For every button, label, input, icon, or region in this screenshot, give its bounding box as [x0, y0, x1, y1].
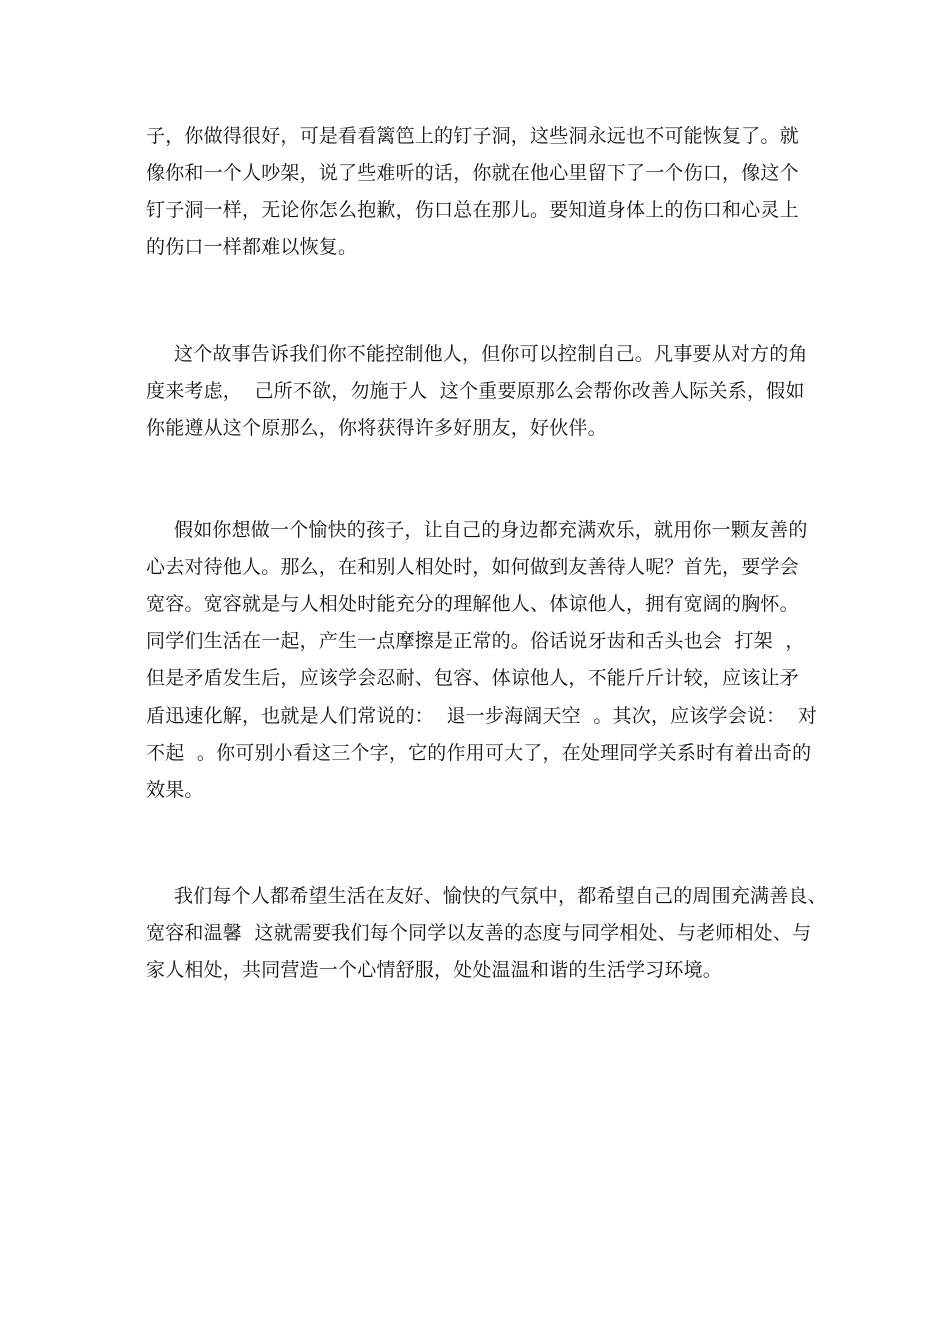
text-line: 像你和一个人吵架，说了些难听的话，你就在他心里留下了一个伤口，像这个	[146, 162, 799, 184]
text-line: 的伤口一样都难以恢复。	[146, 236, 358, 258]
text-line: 这个故事告诉我们你不能控制他人，但你可以控制自己。凡事要从对方的角	[174, 343, 808, 365]
text-line: 我们每个人都希望生活在友好、愉快的气氛中，都希望自己的周围充满善良、	[174, 885, 827, 907]
text-line: 你能遵从这个原那么，你将获得许多好朋友，好伙伴。	[146, 417, 607, 439]
text-line: 家人相处，共同营造一个心情舒服，处处温温和谐的生活学习环境。	[146, 959, 723, 981]
text-line: 同学们生活在一起，产生一点摩擦是正常的。俗话说牙齿和舌头也会 打架 ，	[146, 630, 805, 652]
text-line: 度来考虑， 己所不欲，勿施于人 这个重要原那么会帮你改善人际关系，假如	[146, 380, 805, 402]
text-line: 不起 。你可别小看这三个字，它的作用可大了，在处理同学关系时有着出奇的	[146, 742, 812, 764]
text-line: 效果。	[146, 779, 204, 801]
text-line: 心去对待他人。那么，在和别人相处时，如何做到友善待人呢？首先，要学会	[146, 556, 799, 578]
text-line: 但是矛盾发生后，应该学会忍耐、包容、体谅他人，不能斤斤计较，应该让矛	[146, 667, 799, 689]
text-line: 宽容。宽容就是与人相处时能充分的理解他人、体谅他人，拥有宽阔的胸怀。	[146, 593, 799, 615]
text-line: 子，你做得很好，可是看看篱笆上的钉子洞，这些洞永远也不可能恢复了。就	[146, 125, 799, 147]
text-line: 盾迅速化解，也就是人们常说的： 退一步海阔天空 。其次，应该学会说： 对	[146, 705, 818, 727]
text-line: 宽容和温馨 这就需要我们每个同学以友善的态度与同学相处、与老师相处、与	[146, 922, 812, 944]
text-line: 假如你想做一个愉快的孩子，让自己的身边都充满欢乐，就用你一颗友善的	[174, 519, 808, 541]
text-line: 钉子洞一样，无论你怎么抱歉，伤口总在那儿。要知道身体上的伤口和心灵上	[146, 199, 799, 221]
